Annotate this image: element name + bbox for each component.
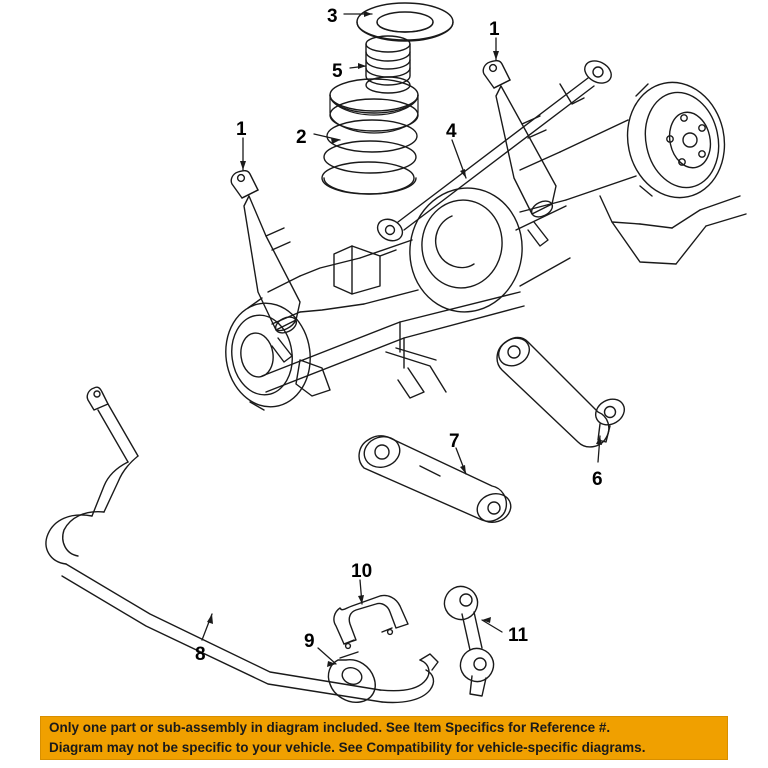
callout-10: 10 bbox=[351, 561, 373, 582]
differential-housing bbox=[268, 181, 570, 324]
callout-11: 11 bbox=[508, 625, 529, 646]
disclaimer-line-2: Diagram may not be specific to your vehicle. See Compatibility for vehicle-specific diagrams. bbox=[49, 740, 646, 755]
part-6-upper-control-arm bbox=[494, 333, 629, 447]
callout-1-right: 1 bbox=[489, 19, 500, 40]
callout-2: 2 bbox=[296, 127, 307, 148]
part-3-spring-upper-isolator bbox=[357, 3, 453, 41]
callout-7: 7 bbox=[449, 431, 460, 452]
callout-4: 4 bbox=[446, 121, 457, 142]
part-1-shock-absorber-right bbox=[483, 61, 556, 246]
disclaimer-banner bbox=[40, 716, 728, 760]
part-7-lower-control-arm bbox=[359, 432, 514, 526]
part-10-stabilizer-bar-clamp bbox=[334, 595, 408, 648]
callout-9: 9 bbox=[304, 631, 315, 652]
disclaimer-line-1: Only one part or sub-assembly in diagram included. See Item Specifics for Reference #. bbox=[49, 720, 611, 736]
brake-drum-left bbox=[219, 298, 317, 413]
part-1-shock-absorber-left bbox=[231, 171, 300, 362]
callout-8: 8 bbox=[195, 644, 206, 665]
callout-5: 5 bbox=[332, 61, 343, 82]
part-8-stabilizer-bar bbox=[46, 387, 438, 702]
callout-1-left: 1 bbox=[236, 119, 247, 140]
part-11-stabilizer-link bbox=[444, 586, 493, 696]
brake-drum-right bbox=[617, 73, 735, 206]
spring-perch-left bbox=[334, 246, 396, 294]
axle-tube-right bbox=[520, 120, 746, 264]
part-2-coil-spring bbox=[322, 79, 418, 194]
callout-3: 3 bbox=[327, 6, 338, 27]
callout-6: 6 bbox=[592, 469, 603, 490]
part-5-spring-lower-isolator bbox=[366, 36, 410, 93]
